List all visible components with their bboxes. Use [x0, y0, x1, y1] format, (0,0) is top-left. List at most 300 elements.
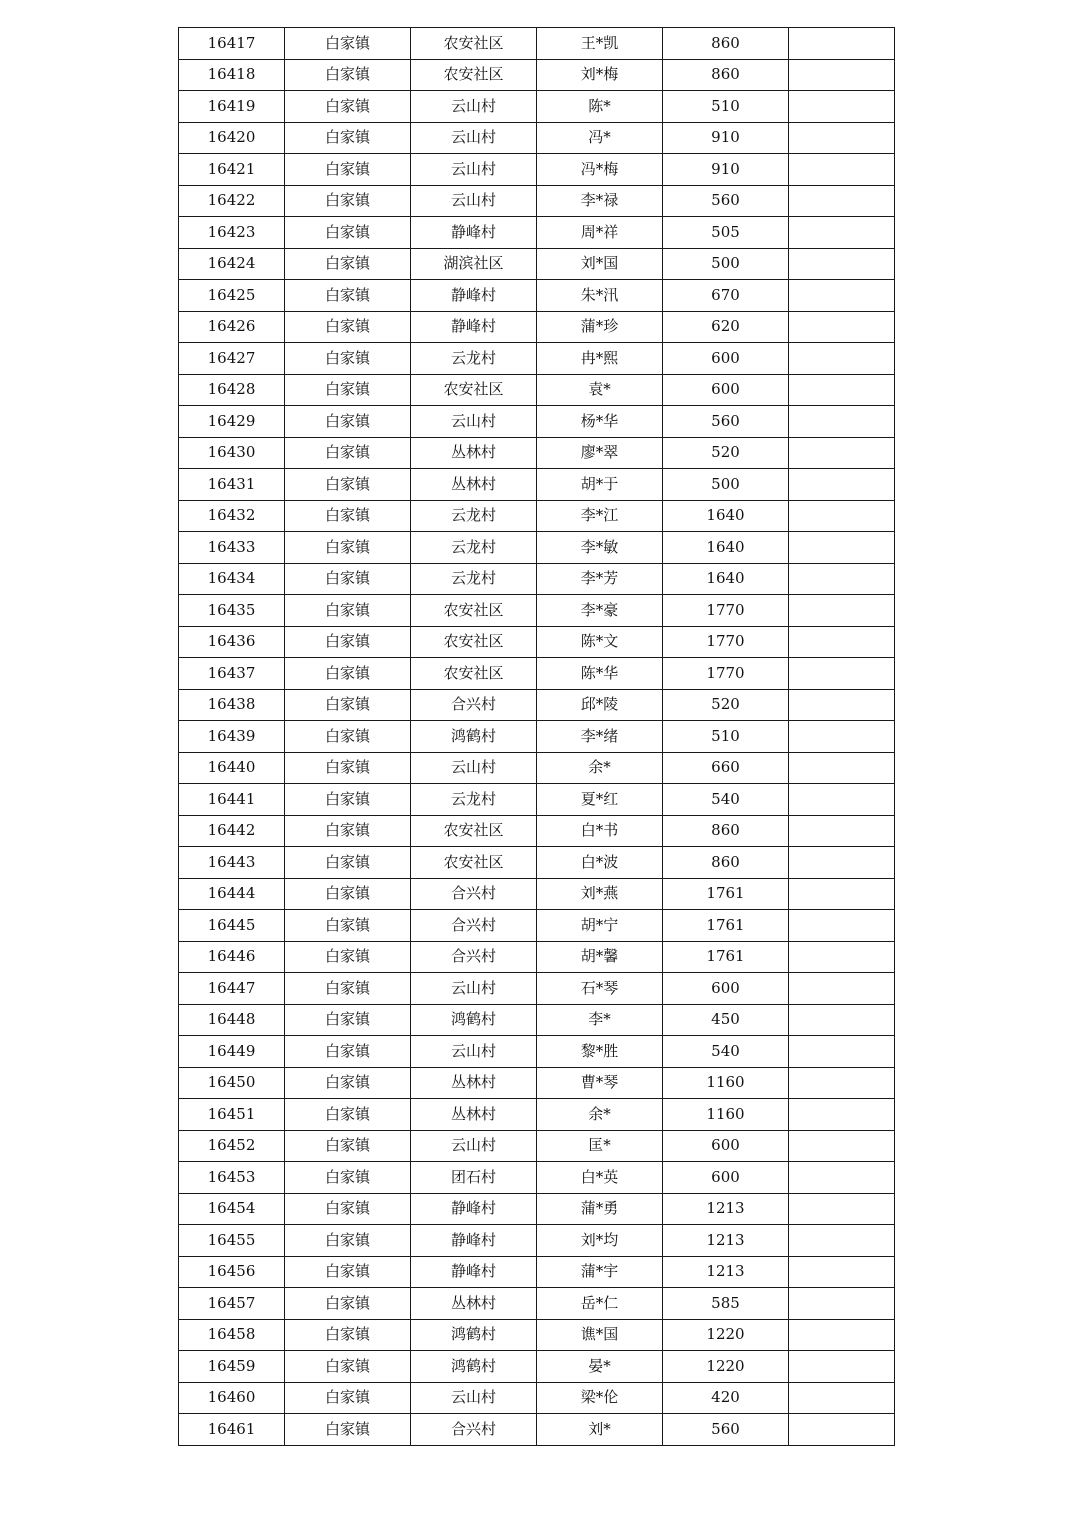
town-cell: 白家镇: [285, 437, 411, 469]
table-row: [179, 721, 895, 753]
serial-number-cell: 16443: [179, 847, 285, 879]
remark-cell: [789, 1099, 895, 1131]
name-cell: 冯*梅: [537, 154, 663, 186]
table-row: [179, 1225, 895, 1257]
table-row: [179, 437, 895, 469]
serial-number-cell: 16438: [179, 689, 285, 721]
remark-cell: [789, 910, 895, 942]
village-cell: 丛林村: [411, 1067, 537, 1099]
amount-cell: 520: [663, 437, 789, 469]
serial-number-cell: 16458: [179, 1319, 285, 1351]
serial-number-cell: 16452: [179, 1130, 285, 1162]
serial-number-cell: 16451: [179, 1099, 285, 1131]
table-row: [179, 910, 895, 942]
serial-number-cell: 16435: [179, 595, 285, 627]
remark-cell: [789, 752, 895, 784]
name-cell: 岳*仁: [537, 1288, 663, 1320]
village-cell: 静峰村: [411, 280, 537, 312]
name-cell: 李*江: [537, 500, 663, 532]
town-cell: 白家镇: [285, 1067, 411, 1099]
name-cell: 余*: [537, 1099, 663, 1131]
town-cell: 白家镇: [285, 217, 411, 249]
remark-cell: [789, 563, 895, 595]
serial-number-cell: 16461: [179, 1414, 285, 1446]
amount-cell: 540: [663, 1036, 789, 1068]
town-cell: 白家镇: [285, 973, 411, 1005]
name-cell: 白*书: [537, 815, 663, 847]
table-row: [179, 941, 895, 973]
village-cell: 云山村: [411, 122, 537, 154]
table-row: [179, 1004, 895, 1036]
town-cell: 白家镇: [285, 500, 411, 532]
amount-cell: 860: [663, 815, 789, 847]
town-cell: 白家镇: [285, 122, 411, 154]
name-cell: 刘*燕: [537, 878, 663, 910]
town-cell: 白家镇: [285, 280, 411, 312]
town-cell: 白家镇: [285, 28, 411, 60]
table-row: [179, 1382, 895, 1414]
table-row: [179, 1414, 895, 1446]
amount-cell: 1213: [663, 1225, 789, 1257]
amount-cell: 620: [663, 311, 789, 343]
name-cell: 胡*于: [537, 469, 663, 501]
village-cell: 农安社区: [411, 626, 537, 658]
remark-cell: [789, 1382, 895, 1414]
serial-number-cell: 16448: [179, 1004, 285, 1036]
village-cell: 云龙村: [411, 563, 537, 595]
amount-cell: 520: [663, 689, 789, 721]
table-row: [179, 500, 895, 532]
serial-number-cell: 16433: [179, 532, 285, 564]
serial-number-cell: 16436: [179, 626, 285, 658]
name-cell: 李*敏: [537, 532, 663, 564]
village-cell: 鸿鹤村: [411, 1319, 537, 1351]
remark-cell: [789, 1036, 895, 1068]
amount-cell: 1220: [663, 1351, 789, 1383]
remark-cell: [789, 311, 895, 343]
town-cell: 白家镇: [285, 658, 411, 690]
town-cell: 白家镇: [285, 91, 411, 123]
amount-cell: 540: [663, 784, 789, 816]
table-row: [179, 59, 895, 91]
name-cell: 刘*: [537, 1414, 663, 1446]
remark-cell: [789, 1288, 895, 1320]
remark-cell: [789, 784, 895, 816]
serial-number-cell: 16430: [179, 437, 285, 469]
village-cell: 丛林村: [411, 1288, 537, 1320]
amount-cell: 1640: [663, 500, 789, 532]
town-cell: 白家镇: [285, 311, 411, 343]
amount-cell: 450: [663, 1004, 789, 1036]
serial-number-cell: 16444: [179, 878, 285, 910]
village-cell: 云龙村: [411, 784, 537, 816]
name-cell: 陈*: [537, 91, 663, 123]
village-cell: 静峰村: [411, 1193, 537, 1225]
table-row: [179, 1067, 895, 1099]
serial-number-cell: 16454: [179, 1193, 285, 1225]
remark-cell: [789, 1256, 895, 1288]
town-cell: 白家镇: [285, 595, 411, 627]
remark-cell: [789, 122, 895, 154]
serial-number-cell: 16456: [179, 1256, 285, 1288]
serial-number-cell: 16457: [179, 1288, 285, 1320]
town-cell: 白家镇: [285, 941, 411, 973]
town-cell: 白家镇: [285, 1288, 411, 1320]
remark-cell: [789, 248, 895, 280]
remark-cell: [789, 1162, 895, 1194]
town-cell: 白家镇: [285, 1414, 411, 1446]
town-cell: 白家镇: [285, 1130, 411, 1162]
remark-cell: [789, 973, 895, 1005]
remark-cell: [789, 154, 895, 186]
name-cell: 刘*均: [537, 1225, 663, 1257]
town-cell: 白家镇: [285, 154, 411, 186]
village-cell: 云山村: [411, 406, 537, 438]
table-row: [179, 469, 895, 501]
table-row: [179, 626, 895, 658]
amount-cell: 505: [663, 217, 789, 249]
table-row: [179, 973, 895, 1005]
name-cell: 李*豪: [537, 595, 663, 627]
amount-cell: 600: [663, 343, 789, 375]
town-cell: 白家镇: [285, 784, 411, 816]
amount-cell: 1213: [663, 1256, 789, 1288]
amount-cell: 670: [663, 280, 789, 312]
town-cell: 白家镇: [285, 689, 411, 721]
table-row: [179, 563, 895, 595]
village-cell: 静峰村: [411, 1256, 537, 1288]
village-cell: 合兴村: [411, 689, 537, 721]
amount-cell: 1640: [663, 563, 789, 595]
town-cell: 白家镇: [285, 910, 411, 942]
serial-number-cell: 16425: [179, 280, 285, 312]
town-cell: 白家镇: [285, 563, 411, 595]
serial-number-cell: 16431: [179, 469, 285, 501]
remark-cell: [789, 1351, 895, 1383]
amount-cell: 510: [663, 91, 789, 123]
village-cell: 云龙村: [411, 343, 537, 375]
table-row: [179, 815, 895, 847]
serial-number-cell: 16420: [179, 122, 285, 154]
name-cell: 陈*华: [537, 658, 663, 690]
amount-cell: 560: [663, 406, 789, 438]
amount-cell: 585: [663, 1288, 789, 1320]
town-cell: 白家镇: [285, 374, 411, 406]
name-cell: 晏*: [537, 1351, 663, 1383]
amount-cell: 860: [663, 28, 789, 60]
serial-number-cell: 16427: [179, 343, 285, 375]
table-row: [179, 185, 895, 217]
village-cell: 云山村: [411, 973, 537, 1005]
town-cell: 白家镇: [285, 343, 411, 375]
name-cell: 李*禄: [537, 185, 663, 217]
table-row: [179, 343, 895, 375]
amount-cell: 500: [663, 248, 789, 280]
remark-cell: [789, 1225, 895, 1257]
name-cell: 蒲*勇: [537, 1193, 663, 1225]
town-cell: 白家镇: [285, 1351, 411, 1383]
village-cell: 湖滨社区: [411, 248, 537, 280]
name-cell: 黎*胜: [537, 1036, 663, 1068]
table-row: [179, 154, 895, 186]
village-cell: 云龙村: [411, 532, 537, 564]
village-cell: 农安社区: [411, 59, 537, 91]
remark-cell: [789, 878, 895, 910]
remark-cell: [789, 1004, 895, 1036]
town-cell: 白家镇: [285, 248, 411, 280]
name-cell: 冯*: [537, 122, 663, 154]
roster-table-body: [179, 28, 895, 1446]
serial-number-cell: 16418: [179, 59, 285, 91]
table-row: [179, 658, 895, 690]
table-row: [179, 752, 895, 784]
name-cell: 李*绪: [537, 721, 663, 753]
name-cell: 杨*华: [537, 406, 663, 438]
town-cell: 白家镇: [285, 815, 411, 847]
serial-number-cell: 16441: [179, 784, 285, 816]
name-cell: 王*凯: [537, 28, 663, 60]
table-row: [179, 1130, 895, 1162]
name-cell: 袁*: [537, 374, 663, 406]
remark-cell: [789, 815, 895, 847]
village-cell: 农安社区: [411, 658, 537, 690]
amount-cell: 1761: [663, 910, 789, 942]
village-cell: 鸿鹤村: [411, 1351, 537, 1383]
remark-cell: [789, 941, 895, 973]
town-cell: 白家镇: [285, 1004, 411, 1036]
village-cell: 丛林村: [411, 437, 537, 469]
remark-cell: [789, 1130, 895, 1162]
amount-cell: 860: [663, 847, 789, 879]
table-row: [179, 1256, 895, 1288]
village-cell: 云山村: [411, 1036, 537, 1068]
amount-cell: 560: [663, 1414, 789, 1446]
name-cell: 刘*国: [537, 248, 663, 280]
village-cell: 丛林村: [411, 1099, 537, 1131]
village-cell: 云山村: [411, 154, 537, 186]
name-cell: 石*琴: [537, 973, 663, 1005]
serial-number-cell: 16428: [179, 374, 285, 406]
table-row: [179, 1351, 895, 1383]
amount-cell: 600: [663, 973, 789, 1005]
serial-number-cell: 16419: [179, 91, 285, 123]
town-cell: 白家镇: [285, 1036, 411, 1068]
amount-cell: 1640: [663, 532, 789, 564]
amount-cell: 1220: [663, 1319, 789, 1351]
name-cell: 刘*梅: [537, 59, 663, 91]
serial-number-cell: 16422: [179, 185, 285, 217]
serial-number-cell: 16442: [179, 815, 285, 847]
table-row: [179, 1319, 895, 1351]
village-cell: 鸿鹤村: [411, 721, 537, 753]
town-cell: 白家镇: [285, 1319, 411, 1351]
remark-cell: [789, 721, 895, 753]
name-cell: 冉*熙: [537, 343, 663, 375]
village-cell: 云山村: [411, 91, 537, 123]
village-cell: 云山村: [411, 752, 537, 784]
table-row: [179, 847, 895, 879]
table-row: [179, 406, 895, 438]
serial-number-cell: 16449: [179, 1036, 285, 1068]
table-row: [179, 28, 895, 60]
serial-number-cell: 16455: [179, 1225, 285, 1257]
remark-cell: [789, 689, 895, 721]
name-cell: 邱*陵: [537, 689, 663, 721]
village-cell: 云山村: [411, 185, 537, 217]
village-cell: 静峰村: [411, 1225, 537, 1257]
amount-cell: 1761: [663, 878, 789, 910]
town-cell: 白家镇: [285, 626, 411, 658]
name-cell: 夏*红: [537, 784, 663, 816]
remark-cell: [789, 469, 895, 501]
serial-number-cell: 16421: [179, 154, 285, 186]
serial-number-cell: 16417: [179, 28, 285, 60]
remark-cell: [789, 185, 895, 217]
serial-number-cell: 16445: [179, 910, 285, 942]
village-cell: 农安社区: [411, 28, 537, 60]
remark-cell: [789, 59, 895, 91]
serial-number-cell: 16440: [179, 752, 285, 784]
town-cell: 白家镇: [285, 406, 411, 438]
serial-number-cell: 16439: [179, 721, 285, 753]
amount-cell: 1213: [663, 1193, 789, 1225]
table-row: [179, 374, 895, 406]
name-cell: 胡*宁: [537, 910, 663, 942]
name-cell: 白*波: [537, 847, 663, 879]
serial-number-cell: 16429: [179, 406, 285, 438]
amount-cell: 600: [663, 1130, 789, 1162]
village-cell: 云山村: [411, 1382, 537, 1414]
remark-cell: [789, 595, 895, 627]
remark-cell: [789, 374, 895, 406]
remark-cell: [789, 1319, 895, 1351]
table-row: [179, 280, 895, 312]
town-cell: 白家镇: [285, 1225, 411, 1257]
amount-cell: 910: [663, 154, 789, 186]
amount-cell: 1770: [663, 595, 789, 627]
village-cell: 合兴村: [411, 941, 537, 973]
village-cell: 鸿鹤村: [411, 1004, 537, 1036]
name-cell: 廖*翠: [537, 437, 663, 469]
name-cell: 蒲*宇: [537, 1256, 663, 1288]
table-row: [179, 595, 895, 627]
serial-number-cell: 16450: [179, 1067, 285, 1099]
town-cell: 白家镇: [285, 1382, 411, 1414]
town-cell: 白家镇: [285, 1256, 411, 1288]
name-cell: 周*祥: [537, 217, 663, 249]
table-row: [179, 122, 895, 154]
town-cell: 白家镇: [285, 469, 411, 501]
village-cell: 合兴村: [411, 1414, 537, 1446]
town-cell: 白家镇: [285, 185, 411, 217]
amount-cell: 1761: [663, 941, 789, 973]
name-cell: 白*英: [537, 1162, 663, 1194]
village-cell: 丛林村: [411, 469, 537, 501]
amount-cell: 510: [663, 721, 789, 753]
remark-cell: [789, 1414, 895, 1446]
name-cell: 蒲*珍: [537, 311, 663, 343]
name-cell: 陈*文: [537, 626, 663, 658]
amount-cell: 420: [663, 1382, 789, 1414]
serial-number-cell: 16434: [179, 563, 285, 595]
remark-cell: [789, 500, 895, 532]
village-cell: 云山村: [411, 1130, 537, 1162]
town-cell: 白家镇: [285, 1193, 411, 1225]
town-cell: 白家镇: [285, 59, 411, 91]
table-row: [179, 311, 895, 343]
remark-cell: [789, 847, 895, 879]
serial-number-cell: 16424: [179, 248, 285, 280]
village-cell: 农安社区: [411, 374, 537, 406]
amount-cell: 860: [663, 59, 789, 91]
table-row: [179, 689, 895, 721]
remark-cell: [789, 626, 895, 658]
remark-cell: [789, 532, 895, 564]
amount-cell: 910: [663, 122, 789, 154]
table-row: [179, 248, 895, 280]
serial-number-cell: 16447: [179, 973, 285, 1005]
serial-number-cell: 16460: [179, 1382, 285, 1414]
name-cell: 余*: [537, 752, 663, 784]
table-row: [179, 1162, 895, 1194]
amount-cell: 500: [663, 469, 789, 501]
remark-cell: [789, 343, 895, 375]
village-cell: 农安社区: [411, 595, 537, 627]
amount-cell: 600: [663, 374, 789, 406]
village-cell: 静峰村: [411, 311, 537, 343]
serial-number-cell: 16426: [179, 311, 285, 343]
name-cell: 曹*琴: [537, 1067, 663, 1099]
remark-cell: [789, 658, 895, 690]
table-row: [179, 217, 895, 249]
village-cell: 云龙村: [411, 500, 537, 532]
remark-cell: [789, 280, 895, 312]
remark-cell: [789, 217, 895, 249]
serial-number-cell: 16446: [179, 941, 285, 973]
roster-table: [178, 27, 895, 1446]
name-cell: 李*芳: [537, 563, 663, 595]
town-cell: 白家镇: [285, 878, 411, 910]
remark-cell: [789, 437, 895, 469]
name-cell: 李*: [537, 1004, 663, 1036]
serial-number-cell: 16453: [179, 1162, 285, 1194]
serial-number-cell: 16432: [179, 500, 285, 532]
table-row: [179, 1288, 895, 1320]
town-cell: 白家镇: [285, 752, 411, 784]
village-cell: 合兴村: [411, 910, 537, 942]
town-cell: 白家镇: [285, 847, 411, 879]
name-cell: 谯*国: [537, 1319, 663, 1351]
amount-cell: 1160: [663, 1099, 789, 1131]
village-cell: 静峰村: [411, 217, 537, 249]
table-row: [179, 878, 895, 910]
remark-cell: [789, 406, 895, 438]
name-cell: 梁*伦: [537, 1382, 663, 1414]
table-row: [179, 1099, 895, 1131]
amount-cell: 560: [663, 185, 789, 217]
amount-cell: 660: [663, 752, 789, 784]
name-cell: 匡*: [537, 1130, 663, 1162]
town-cell: 白家镇: [285, 721, 411, 753]
village-cell: 团石村: [411, 1162, 537, 1194]
town-cell: 白家镇: [285, 1162, 411, 1194]
town-cell: 白家镇: [285, 1099, 411, 1131]
table-row: [179, 1036, 895, 1068]
amount-cell: 1770: [663, 658, 789, 690]
name-cell: 胡*馨: [537, 941, 663, 973]
village-cell: 合兴村: [411, 878, 537, 910]
remark-cell: [789, 91, 895, 123]
